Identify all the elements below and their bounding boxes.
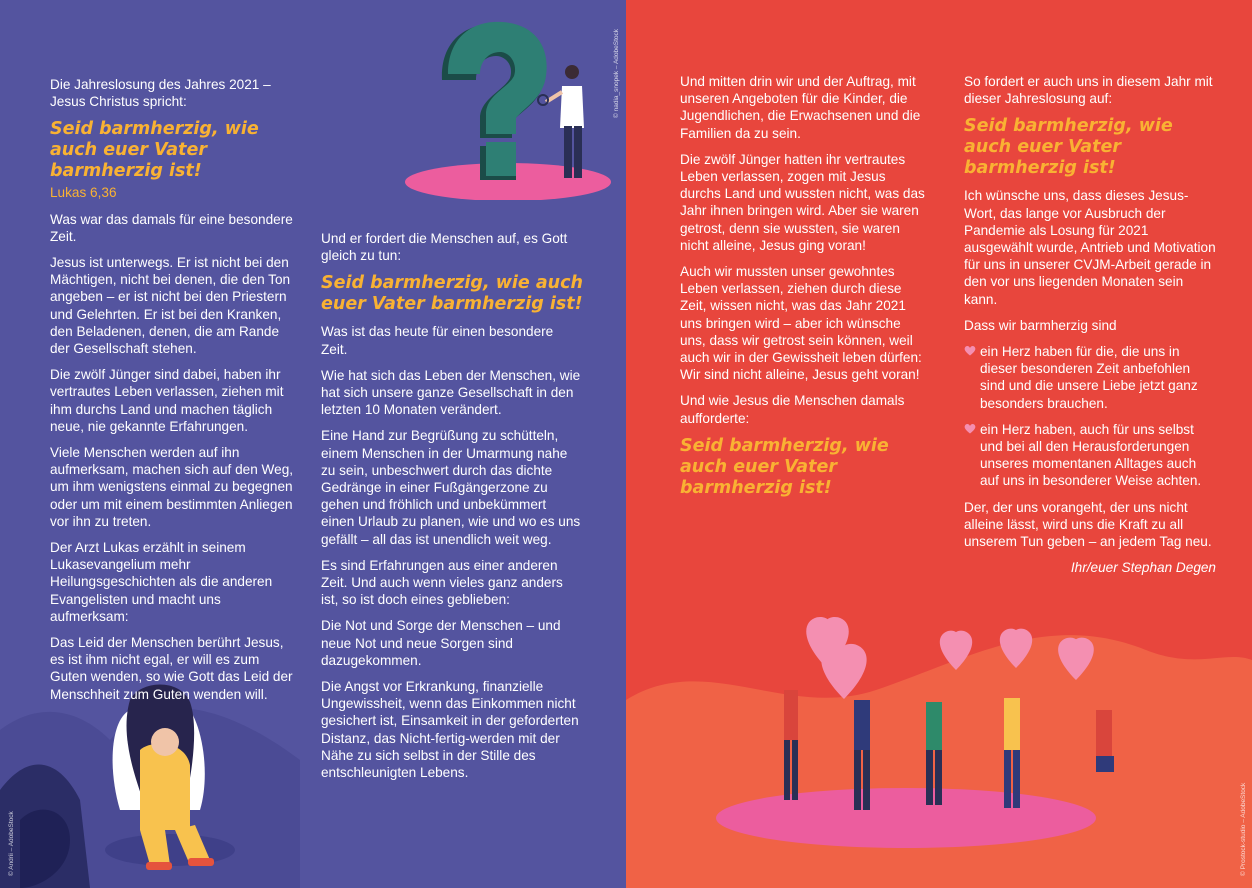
col2-intro: Und er fordert die Menschen auf, es Gott gleich zu tun: (321, 231, 568, 264)
col3-slogan: Seid barmherzig, wie auch euer Vater barmherzig ist! (680, 435, 889, 498)
right-panel (626, 0, 1252, 888)
col3-paragraph: Und wie Jesus die Menschen damals aufforderte: (680, 393, 905, 426)
signature: Ihr/euer Stephan Degen (1070, 560, 1216, 576)
col2-paragraph: Es sind Erfahrungen aus einer anderen Zeit. Und auch wenn vieles ganz anders ist, so ist doch eines geblieben: (321, 557, 563, 608)
credit-top: © nadia_snopek – AdobeStock (613, 29, 620, 118)
heart-list-item (964, 421, 1216, 490)
col2-paragraph: Wie hat sich das Leben der Menschen, wie hat sich unsere ganze Gesellschaft in den letzten 10 Monaten verändert. (321, 367, 581, 418)
col2-paragraph: Eine Hand zur Begrüßung zu schütteln, einem Menschen in der Umarmung nahe zu sein, unbeschwert durch das dichte Gedränge in einer Fußgängerzone zu gehen und fröhlich und unbekümmert einen Urlaub zu planen, wie und wo es uns gefällt – all das ist unendlich weit weg. (321, 428, 581, 547)
credit-bottom-right: © Prostock-studio – AdobeStock (1240, 782, 1247, 876)
heart-list-item (964, 343, 1216, 412)
col3-paragraph: Und mitten drin wir und der Auftrag, mit unseren Angeboten für die Kinder, die Jugendlichen, die Erwachsenen und die Familien da zu sein. (680, 74, 921, 141)
question-mark-illustration (400, 10, 626, 200)
col1-paragraph: Viele Menschen werden auf ihn aufmerksam, machen sich auf den Weg, um ihm wenigstens einmal zu begegnen oder um mit einem bestimmten Anliegen vor ihn zu treten. (50, 445, 294, 529)
col4-slogan: Seid barmherzig, wie auch euer Vater barmherzig ist! (964, 116, 1173, 179)
heart-item-text: ein Herz haben, auch für uns selbst und bei all den Herausforderungen unseres momentanen Alltages auch auf uns in besonderer Weise achten. (980, 421, 1202, 489)
heart-icon (964, 423, 976, 434)
people-holding-hearts-illustration (626, 590, 1252, 888)
column-3 (680, 73, 930, 507)
col2-paragraph: Die Angst vor Erkrankung, finanzielle Ungewissheit, wenn das Einkommen nicht gesichert ist, Einsamkeit in der geforderten Distanz, das Nicht-fertig-werden mit der Nähe zu sich selbst in der Stille des entschleunigten Lebens. (321, 679, 579, 781)
column-1 (50, 76, 300, 712)
col1-paragraph: Jesus ist unterwegs. Er ist nicht bei den Mächtigen, nicht bei denen, die den Ton angeben – er ist nicht bei den Priestern und Gelehrten. Er ist bei den Kranken, den Beladenen, denen, die am Rande der Gesellschaft stehen. (50, 255, 291, 357)
col4-paragraph: Ich wünsche uns, dass dieses Jesus-Wort, das lange vor Ausbruch der Pandemie als Losung für 2021 ausgewählt wurde, Antrieb und Motivation für uns in unserer CVJM-Arbeit gerade in den vor uns liegenden Monaten sein kann. (964, 188, 1216, 307)
col2-paragraph: Die Not und Sorge der Menschen – und neue Not und neue Sorgen sind dazugekommen. (321, 618, 561, 668)
col2-paragraph: Was ist das heute für einen besondere Zeit. (321, 324, 554, 357)
col4-paragraph: Dass wir barmherzig sind (964, 317, 1117, 333)
col1-paragraph: Was war das damals für eine besondere Zeit. (50, 211, 293, 244)
col3-paragraph: Auch wir mussten unser gewohntes Leben verlassen, ziehen durch diese Zeit, wissen nicht, was das Jahr 2021 uns bringen wird – aber ich wünsche uns, dass wir getrost sein können, weil auch wir in der Gewissheit leben dürfen: Wir sind nicht alleine, Jesus geht voran! (680, 264, 922, 383)
col1-paragraph: Der Arzt Lukas erzählt in seinem Lukasevangelium mehr Heilungsgeschichten als die anderen Evangelisten und macht uns aufmerksam: (50, 540, 273, 624)
column-4 (964, 73, 1216, 576)
column-2 (321, 230, 583, 790)
credit-bottom-left: © Andrii – AdobeStock (8, 811, 15, 876)
heart-item-text: ein Herz haben für die, die uns in dieser besonderen Zeit anbefohlen sind und die unsere Liebe jetzt ganz besonders brauchen. (980, 344, 1198, 411)
col1-paragraph: Die zwölf Jünger sind dabei, haben ihr vertrautes Leben verlassen, ziehen mit ihm durchs Land und machen täglich neue, nie gekannte Erfahrungen. (50, 367, 284, 434)
col1-intro: Die Jahreslosung des Jahres 2021 – Jesus Christus spricht: (50, 77, 271, 110)
col1-paragraph: Das Leid der Menschen berührt Jesus, es ist ihm nicht egal, er will es zum Guten wenden, so wie Gott das Leid der Menschheit zum Guten wenden will. (50, 635, 293, 702)
col1-slogan: Seid barmherzig, wie auch euer Vater barmherzig ist! (50, 119, 259, 182)
col3-paragraph: Die zwölf Jünger hatten ihr vertrautes Leben verlassen, zogen mit Jesus durchs Land und wussten nicht, was das Jahr ihnen bringen wird. Aber sie waren getrost, denn sie wussten, sie waren nicht alleine, Jesus ging voran! (680, 151, 925, 253)
col2-slogan: Seid barmherzig, wie auch euer Vater barmherzig ist! (321, 273, 583, 315)
heart-icon (964, 345, 976, 356)
col4-intro: So fordert er auch uns in diesem Jahr mit dieser Jahreslosung auf: (964, 74, 1213, 107)
col4-closing: Der, der uns vorangeht, der uns nicht alleine lässt, wird uns die Kraft zu all unserem Tun geben – an jedem Tag neu. (964, 499, 1212, 550)
col1-reference: Lukas 6,36 (50, 185, 117, 201)
